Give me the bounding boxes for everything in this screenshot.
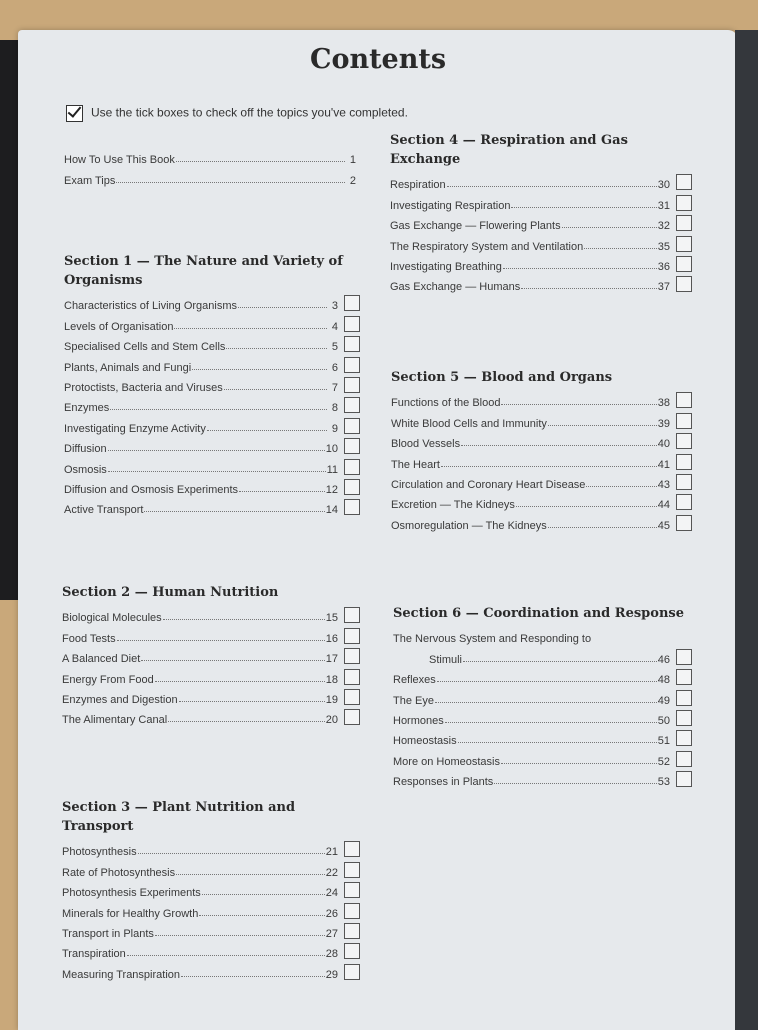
topic-label: Stimuli — [429, 653, 463, 666]
contents-item — [393, 666, 692, 686]
page-number: 35 — [657, 240, 670, 253]
section-6 — [393, 604, 692, 788]
page-number: 6 — [331, 361, 338, 374]
page-number: 2 — [349, 174, 356, 187]
topic-label: Respiration — [390, 179, 446, 192]
dot-leader — [163, 619, 325, 620]
topic-label: Functions of the Blood — [391, 397, 501, 410]
dot-leader — [168, 721, 325, 722]
dot-leader — [548, 527, 657, 528]
page-number: 45 — [657, 519, 670, 532]
dot-leader — [584, 248, 657, 249]
tick-box[interactable] — [344, 862, 360, 878]
topic-label: The Respiratory System and Ventilation — [390, 240, 584, 253]
dot-leader — [458, 742, 657, 743]
topic-label: Hormones — [393, 714, 444, 727]
contents-item — [62, 665, 360, 685]
tick-box[interactable] — [344, 438, 360, 454]
contents-item — [64, 166, 356, 186]
contents-item — [391, 511, 692, 531]
dot-leader — [562, 227, 657, 228]
tick-box[interactable] — [344, 357, 360, 373]
topic-label: Circulation and Coronary Heart Disease — [391, 478, 586, 491]
tick-box[interactable] — [344, 648, 360, 664]
topic-label: Gas Exchange — Flowering Plants — [390, 220, 561, 233]
dot-leader — [138, 853, 325, 854]
page-number: 53 — [657, 776, 670, 789]
topic-label: The Nervous System and Responding to — [393, 633, 592, 646]
tick-box[interactable] — [344, 882, 360, 898]
page-number: 15 — [325, 612, 338, 625]
page-number: 41 — [657, 458, 670, 471]
topic-label: The Heart — [391, 458, 440, 471]
topic-label: Minerals for Healthy Growth — [62, 907, 199, 920]
tick-box[interactable] — [344, 943, 360, 959]
adjacent-page-edge — [735, 30, 758, 1030]
topic-label: Measuring Transpiration — [62, 968, 181, 981]
topic-label: Energy From Food — [62, 673, 154, 686]
tick-box[interactable] — [676, 195, 692, 211]
page-number: 31 — [657, 199, 670, 212]
tick-box[interactable] — [344, 336, 360, 352]
page-number: 38 — [657, 397, 670, 410]
topic-label: Investigating Breathing — [390, 260, 502, 273]
dot-leader — [179, 701, 325, 702]
contents-item — [62, 858, 360, 878]
page-number: 17 — [325, 653, 338, 666]
tick-box[interactable] — [676, 256, 692, 272]
dot-leader — [501, 404, 656, 405]
intro-text: Use the tick boxes to check off the topics you've completed. — [91, 105, 408, 120]
topic-label: Enzymes — [64, 402, 110, 415]
page-number: 27 — [325, 927, 338, 940]
contents-item — [62, 960, 360, 980]
contents-item — [64, 146, 356, 166]
contents-item — [62, 940, 360, 960]
page-number: 10 — [325, 443, 338, 456]
contents-item — [64, 496, 360, 516]
tick-box[interactable] — [676, 730, 692, 746]
dot-leader — [224, 389, 327, 390]
contents-item — [390, 212, 692, 232]
dot-leader — [461, 445, 657, 446]
dot-leader — [174, 328, 327, 329]
page-number: 26 — [325, 907, 338, 920]
tick-box[interactable] — [676, 771, 692, 787]
contents-item — [62, 604, 360, 624]
page-title: Contents — [309, 44, 447, 75]
page-number: 50 — [657, 714, 670, 727]
contents-item — [393, 645, 692, 665]
section-heading: Section 5 — Blood and Organs — [391, 370, 613, 385]
topic-label: Specialised Cells and Stem Cells — [64, 341, 226, 354]
topic-label: Gas Exchange — Humans — [390, 281, 521, 294]
contents-item — [64, 435, 360, 455]
contents-item — [64, 353, 360, 373]
tick-box[interactable] — [344, 923, 360, 939]
topic-label: Reflexes — [393, 674, 436, 687]
contents-item — [62, 686, 360, 706]
contents-item — [391, 430, 692, 450]
tick-box[interactable] — [344, 628, 360, 644]
tick-box[interactable] — [676, 413, 692, 429]
topic-label: The Eye — [393, 694, 434, 707]
topic-label: Protoctists, Bacteria and Viruses — [64, 381, 223, 394]
topic-label: Photosynthesis Experiments — [62, 887, 201, 900]
page-number: 49 — [657, 694, 670, 707]
tick-box[interactable] — [344, 607, 360, 623]
contents-item — [64, 476, 360, 496]
topic-label: Blood Vessels — [391, 438, 461, 451]
front-matter-list — [64, 146, 356, 187]
page-number: 3 — [331, 300, 338, 313]
dot-leader — [110, 409, 327, 410]
page-number: 36 — [657, 260, 670, 273]
contents-item — [390, 232, 692, 252]
dot-leader — [435, 702, 657, 703]
contents-item — [64, 292, 360, 312]
topic-label: Exam Tips — [64, 174, 116, 187]
intro-line — [66, 105, 408, 122]
tick-box[interactable] — [344, 964, 360, 980]
dot-leader — [226, 348, 327, 349]
page-number: 9 — [331, 422, 338, 435]
topic-label: Diffusion and Osmosis Experiments — [64, 483, 239, 496]
contents-item — [62, 899, 360, 919]
topic-label: Food Tests — [62, 632, 116, 645]
tick-box[interactable] — [676, 454, 692, 470]
contents-item — [62, 879, 360, 899]
contents-page — [18, 30, 738, 1030]
page-number: 11 — [326, 463, 338, 476]
tick-box[interactable] — [344, 669, 360, 685]
topic-label: Levels of Organisation — [64, 320, 174, 333]
topic-label: Characteristics of Living Organisms — [64, 300, 238, 313]
dot-leader — [116, 182, 345, 183]
contents-item — [390, 171, 692, 191]
page-number: 18 — [325, 673, 338, 686]
topic-label: Transport in Plants — [62, 927, 154, 940]
checked-box-icon — [66, 105, 83, 122]
page-number: 32 — [657, 220, 670, 233]
page-number: 28 — [325, 948, 338, 961]
section-heading: Section 3 — Plant Nutrition and Transport — [62, 800, 296, 834]
dot-leader — [108, 471, 326, 472]
dot-leader — [239, 491, 325, 492]
section-heading: Section 6 — Coordination and Response — [393, 606, 684, 621]
section-2 — [62, 583, 360, 726]
section-heading: Section 2 — Human Nutrition — [62, 585, 279, 600]
contents-item — [391, 389, 692, 409]
topic-label: Active Transport — [64, 504, 144, 517]
tick-box[interactable] — [676, 392, 692, 408]
topic-label: Enzymes and Digestion — [62, 693, 178, 706]
section-heading: Section 4 — Respiration and Gas Exchange — [390, 133, 628, 167]
contents-item — [393, 686, 692, 706]
page-number: 44 — [657, 499, 670, 512]
dot-leader — [494, 783, 656, 784]
dot-leader — [202, 894, 325, 895]
dot-leader — [155, 681, 325, 682]
page-number: 12 — [325, 483, 338, 496]
page-number: 51 — [657, 735, 670, 748]
dot-leader — [238, 307, 327, 308]
page-number: 43 — [657, 478, 670, 491]
tick-box[interactable] — [344, 459, 360, 475]
dot-leader — [586, 486, 656, 487]
tick-box[interactable] — [344, 709, 360, 725]
contents-item — [62, 838, 360, 858]
dot-leader — [199, 915, 324, 916]
topic-label: Osmoregulation — The Kidneys — [391, 519, 547, 532]
dot-leader — [144, 511, 324, 512]
page-number: 21 — [325, 846, 338, 859]
page-number: 30 — [657, 179, 670, 192]
page-number: 16 — [325, 632, 338, 645]
dot-leader — [176, 161, 345, 162]
page-number: 5 — [331, 341, 338, 354]
tick-box[interactable] — [344, 316, 360, 332]
page-number: 20 — [325, 714, 338, 727]
topic-label: White Blood Cells and Immunity — [391, 417, 547, 430]
tick-box[interactable] — [344, 689, 360, 705]
contents-item — [391, 471, 692, 491]
dot-leader — [521, 288, 657, 289]
contents-item — [64, 455, 360, 475]
page-number: 52 — [657, 755, 670, 768]
tick-box[interactable] — [344, 397, 360, 413]
section-3 — [62, 798, 360, 981]
section-heading: Section 1 — The Nature and Variety of Organisms — [64, 254, 343, 288]
contents-item — [390, 191, 692, 211]
tick-box[interactable] — [676, 236, 692, 252]
page-number: 19 — [325, 693, 338, 706]
dot-leader — [127, 955, 325, 956]
dot-leader — [447, 186, 657, 187]
contents-item — [390, 253, 692, 273]
dot-leader — [117, 640, 325, 641]
dot-leader — [441, 466, 657, 467]
contents-item — [64, 333, 360, 353]
contents-item — [393, 768, 692, 788]
page-number: 22 — [325, 866, 338, 879]
section-1 — [64, 252, 360, 516]
tick-box[interactable] — [676, 669, 692, 685]
contents-item — [393, 707, 692, 727]
contents-item — [393, 727, 692, 747]
dot-leader — [192, 369, 327, 370]
dot-leader — [437, 681, 657, 682]
dot-leader — [445, 722, 657, 723]
tick-box[interactable] — [344, 295, 360, 311]
contents-item — [64, 374, 360, 394]
tick-box[interactable] — [676, 710, 692, 726]
contents-item — [62, 706, 360, 726]
dot-leader — [548, 425, 657, 426]
contents-item — [64, 414, 360, 434]
tick-box[interactable] — [344, 479, 360, 495]
dot-leader — [516, 506, 657, 507]
tick-box[interactable] — [676, 174, 692, 190]
topic-label: The Alimentary Canal — [62, 714, 168, 727]
tick-box[interactable] — [344, 903, 360, 919]
topic-label: Biological Molecules — [62, 612, 162, 625]
tick-box[interactable] — [676, 474, 692, 490]
page-number: 40 — [657, 438, 670, 451]
page-number: 37 — [657, 281, 670, 294]
topic-label: Investigating Respiration — [390, 199, 511, 212]
contents-item — [62, 920, 360, 940]
topic-label: A Balanced Diet — [62, 653, 141, 666]
tick-box[interactable] — [344, 377, 360, 393]
dot-leader — [176, 874, 325, 875]
topic-label: Investigating Enzyme Activity — [64, 422, 206, 435]
dot-leader — [463, 661, 657, 662]
dot-leader — [108, 450, 325, 451]
dot-leader — [155, 935, 325, 936]
page-number: 7 — [331, 381, 338, 394]
topic-label: Osmosis — [64, 463, 107, 476]
contents-item — [393, 625, 692, 645]
contents-item — [64, 312, 360, 332]
tick-box[interactable] — [344, 418, 360, 434]
topic-label: Photosynthesis — [62, 846, 137, 859]
dot-leader — [141, 660, 324, 661]
tick-box[interactable] — [676, 690, 692, 706]
contents-item — [62, 624, 360, 644]
topic-label: Diffusion — [64, 443, 107, 456]
tick-box[interactable] — [676, 433, 692, 449]
topic-label: Excretion — The Kidneys — [391, 499, 515, 512]
tick-box[interactable] — [676, 751, 692, 767]
tick-box[interactable] — [676, 215, 692, 231]
page-number: 48 — [657, 674, 670, 687]
tick-box[interactable] — [676, 494, 692, 510]
page-number: 1 — [349, 154, 356, 167]
dot-leader — [181, 976, 325, 977]
dot-leader — [501, 763, 657, 764]
topic-label: Plants, Animals and Fungi — [64, 361, 192, 374]
contents-item — [391, 491, 692, 511]
page-number: 14 — [325, 504, 338, 517]
topic-label: Responses in Plants — [393, 776, 494, 789]
page-number: 39 — [657, 417, 670, 430]
contents-item — [393, 747, 692, 767]
page-number: 24 — [325, 887, 338, 900]
page-number: 29 — [325, 968, 338, 981]
contents-item — [391, 450, 692, 470]
dot-leader — [207, 430, 327, 431]
contents-item — [64, 394, 360, 414]
section-4 — [390, 131, 692, 293]
contents-item — [390, 273, 692, 293]
dot-leader — [503, 268, 657, 269]
dot-leader — [511, 207, 656, 208]
contents-item — [391, 409, 692, 429]
tick-box[interactable] — [344, 841, 360, 857]
contents-item — [62, 645, 360, 665]
topic-label: Rate of Photosynthesis — [62, 866, 176, 879]
page-number: 8 — [331, 402, 338, 415]
tick-box[interactable] — [676, 515, 692, 531]
topic-label: More on Homeostasis — [393, 755, 500, 768]
section-5 — [391, 368, 692, 532]
tick-box[interactable] — [676, 649, 692, 665]
page-number: 4 — [331, 320, 338, 333]
page-number: 46 — [657, 653, 670, 666]
tick-box[interactable] — [676, 276, 692, 292]
topic-label: How To Use This Book — [64, 154, 175, 167]
topic-label: Homeostasis — [393, 735, 457, 748]
tick-box[interactable] — [344, 499, 360, 515]
topic-label: Transpiration — [62, 948, 126, 961]
